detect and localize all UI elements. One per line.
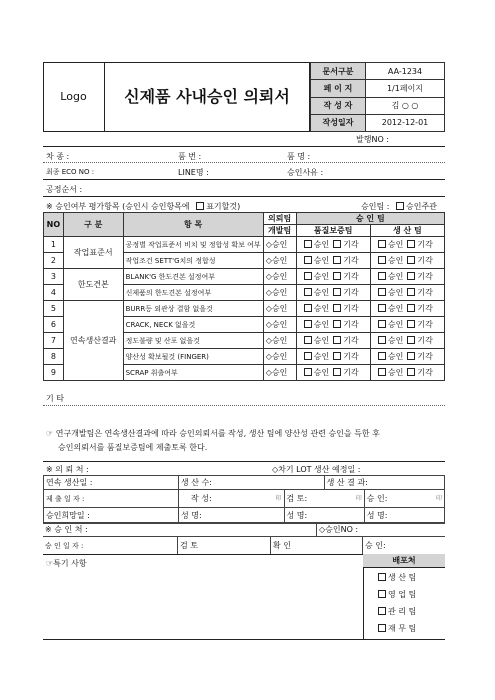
category-cell: 연속생산결과 [63, 301, 123, 381]
reject-label: 기각 [343, 336, 359, 345]
distribution-label: 생 산 팀 [388, 573, 417, 582]
checkbox-icon[interactable] [407, 352, 415, 360]
lot-date-field[interactable]: ◇차기 LOT 생산 예정일 : [272, 465, 361, 474]
issue-no: 발행NO : [356, 135, 389, 144]
checkbox-icon[interactable] [304, 288, 312, 296]
distribution-label: 관 리 팀 [388, 607, 417, 616]
checkbox-icon[interactable] [333, 240, 341, 248]
qa-decision-cell [296, 237, 370, 253]
item-cell: 양산성 확보될것 (FINGER) [123, 349, 263, 365]
item-cell: 정도불량 및 산포 없을것 [123, 333, 263, 349]
page-title: 신제품 사내승인 의뢰서 [105, 62, 310, 132]
item-cell: 작업조건 SETT'G치의 정합성 [123, 253, 263, 269]
approve-label: 승인 [387, 304, 404, 313]
prod-decision-cell [370, 237, 444, 253]
name-field[interactable]: 성 명: [179, 508, 285, 524]
checker-field[interactable] [284, 490, 364, 508]
dev-approve-cell[interactable]: ◇승인 [263, 301, 296, 317]
item-cell: 신제품의 한도견본 설정여부 [123, 285, 263, 301]
stamp-mark: 印 [355, 495, 362, 502]
prod-result-field[interactable]: 생 산 결 과: [324, 476, 444, 490]
eval-note-mark: 표기할것) [206, 202, 241, 211]
prod-decision-cell [370, 285, 444, 301]
divider [43, 179, 445, 180]
distribution-label: 재 무 팀 [388, 624, 417, 633]
checkbox-icon[interactable] [407, 272, 415, 280]
checkbox-icon[interactable] [378, 624, 386, 632]
checkbox-icon[interactable] [333, 352, 341, 360]
approver-label: 승 인: [366, 494, 388, 503]
colon: : [80, 541, 84, 550]
part-no-field[interactable]: 품 번 : [178, 152, 202, 161]
colon: : [81, 494, 85, 503]
reject-label: 기각 [417, 336, 433, 345]
approve-label: 승인 [313, 288, 330, 297]
approve-label: 승인 [387, 336, 404, 345]
part-name-field[interactable]: 품 명 : [287, 152, 311, 161]
checkbox-icon[interactable] [304, 304, 312, 312]
approve-label: 승인 [387, 240, 404, 249]
approve-label: 승인 [313, 336, 330, 345]
checkbox-icon[interactable] [333, 336, 341, 344]
checkbox-icon[interactable] [378, 590, 386, 598]
distribution-list [378, 572, 440, 640]
doc-meta-table [310, 62, 445, 132]
checkbox-icon[interactable] [378, 573, 386, 581]
request-table [43, 475, 445, 524]
prod-decision-cell [370, 333, 444, 349]
approve-label: 승인 [387, 272, 404, 281]
written-date-label: 제 출 일 자 [46, 494, 80, 503]
distribution-item[interactable] [378, 606, 440, 623]
approve-label: 승인 [313, 256, 330, 265]
approve-label: 승인 [313, 272, 330, 281]
row-number: 9 [44, 365, 64, 381]
approve-team-select [361, 201, 437, 212]
col-no: NO [44, 213, 64, 237]
stamp-mark: 印 [275, 495, 282, 502]
category-cell: 작업표준서 [63, 237, 123, 269]
row-number: 4 [44, 285, 64, 301]
meta-value: 2012-12-01 [366, 114, 445, 131]
writer-field[interactable] [179, 490, 285, 508]
meta-value: 김 ○ ○ [366, 97, 445, 114]
approver-field[interactable] [364, 490, 444, 508]
evaluation-table [43, 212, 445, 381]
qa-decision-cell [296, 285, 370, 301]
checkbox-icon[interactable] [304, 320, 312, 328]
col-category: 구 분 [63, 213, 123, 237]
row-number: 3 [44, 269, 64, 285]
reject-label: 기각 [417, 272, 433, 281]
reject-label: 기각 [343, 304, 359, 313]
qa-decision-cell [296, 333, 370, 349]
approve-label: 승인 [313, 304, 330, 313]
row-number: 6 [44, 317, 64, 333]
writer-label: 작 성: [191, 494, 212, 503]
reject-label: 기각 [343, 320, 359, 329]
approve-label: 승인 [313, 352, 330, 361]
approval-confirm-field[interactable]: 확 인 [271, 537, 363, 555]
meta-label: 페 이 지 [311, 80, 366, 97]
approve-label: 승인 [387, 352, 404, 361]
row-number: 2 [44, 253, 64, 269]
meta-value: 1/1페이지 [366, 80, 445, 97]
col-prod: 생 산 팀 [370, 225, 444, 237]
checkbox-icon[interactable] [304, 240, 312, 248]
reject-label: 기각 [417, 256, 433, 265]
approval-reason-field[interactable]: 승인사유 : [287, 168, 324, 177]
checkbox-icon[interactable] [407, 304, 415, 312]
reject-label: 기각 [343, 240, 359, 249]
approval-no-field[interactable]: ◇승인NO : [317, 523, 446, 537]
item-cell: SCRAP 취출여부 [123, 365, 263, 381]
approve-label: 승인 [313, 240, 330, 249]
checkbox-icon[interactable] [407, 320, 415, 328]
line-name-field[interactable]: LINE명 : [178, 168, 209, 177]
approve-label: 승인 [387, 256, 404, 265]
logo: Logo [43, 62, 105, 132]
approve-team-label: 승인팀 : [361, 202, 390, 211]
item-cell: BLANK'G 한도견본 설정여부 [123, 269, 263, 285]
special-label: ☞특기 사항 [46, 559, 87, 568]
qa-decision-cell [296, 301, 370, 317]
checkbox-icon[interactable] [378, 336, 386, 344]
table-row [44, 237, 445, 253]
row-number: 1 [44, 237, 64, 253]
item-cell: CRACK, NECK 없을것 [123, 317, 263, 333]
checkbox-icon[interactable] [378, 256, 386, 264]
name-field[interactable]: 성 명: [364, 508, 444, 524]
checkbox-icon[interactable] [304, 368, 312, 376]
meta-value: AA-1234 [366, 63, 445, 80]
dev-approve-cell[interactable]: ◇승인 [263, 317, 296, 333]
pub-date-field[interactable]: 승인희망일 : [44, 508, 179, 524]
stamp-mark: 印 [435, 495, 442, 502]
qa-decision-cell [296, 365, 370, 381]
row-number: 8 [44, 349, 64, 365]
reject-label: 기각 [343, 256, 359, 265]
prod-qty-field[interactable]: 생 산 수: [179, 476, 325, 490]
dev-approve-cell[interactable]: ◇승인 [263, 285, 296, 301]
checkbox-icon[interactable] [378, 240, 386, 248]
approval-date-label: 승 인 일 자 [45, 541, 79, 550]
name-field[interactable]: 성 명: [284, 508, 364, 524]
checkbox-icon[interactable] [304, 336, 312, 344]
checkbox-icon[interactable] [407, 336, 415, 344]
approval-date-field[interactable] [43, 537, 178, 555]
eval-note-text: ※ 승인여부 평가항목 (승인시 승인항목에 [46, 202, 190, 211]
car-type-field[interactable]: 차 종 : [46, 152, 70, 161]
checkbox-icon[interactable] [378, 607, 386, 615]
reject-label: 기각 [343, 288, 359, 297]
reject-label: 기각 [343, 272, 359, 281]
approve-main-label: 승인주관 [405, 202, 437, 211]
col-qa: 품질보증팀 [296, 225, 370, 237]
reject-label: 기각 [343, 352, 359, 361]
checkbox-icon[interactable] [333, 320, 341, 328]
approve-label: 승인 [313, 368, 330, 377]
dev-approve-cell[interactable]: ◇승인 [263, 269, 296, 285]
prod-decision-cell [370, 349, 444, 365]
reject-label: 기각 [417, 352, 433, 361]
eco-no-field[interactable]: 최종 ECO NO : [46, 168, 95, 176]
divider [43, 405, 445, 406]
col-item: 항 목 [123, 213, 263, 237]
info-box [43, 146, 445, 196]
distribution-title: 배포처 [363, 554, 445, 568]
checkbox-icon[interactable] [378, 304, 386, 312]
checkbox-icon[interactable] [333, 256, 341, 264]
divider [43, 196, 445, 197]
checkbox-icon[interactable] [304, 272, 312, 280]
prod-decision-cell [370, 269, 444, 285]
prod-decision-cell [370, 317, 444, 333]
checker-label: 검 토: [286, 494, 308, 503]
prod-decision-cell [370, 365, 444, 381]
checkbox-icon[interactable] [378, 352, 386, 360]
meta-label: 작 성 자 [311, 97, 366, 114]
written-date-field[interactable] [44, 490, 179, 508]
checkbox-icon[interactable] [304, 256, 312, 264]
approval-approve-field[interactable]: 승 인: [363, 537, 446, 555]
instruction-line-2: 승인의뢰서를 품질보증팀에 제출토록 한다. [58, 443, 208, 452]
col-dev: 개발팀 [263, 225, 296, 237]
distribution-item[interactable] [378, 572, 440, 589]
checkbox-icon[interactable] [333, 272, 341, 280]
checkbox-icon[interactable] [378, 368, 386, 376]
checkbox-icon[interactable] [407, 368, 415, 376]
reject-label: 기각 [343, 368, 359, 377]
table-row [44, 301, 445, 317]
approval-review-field[interactable]: 검 토 [178, 537, 271, 555]
instruction-line-1: ☞ 연구개발팀은 연속생산결과에 따라 승인의뢰서를 작성, 생산 팀에 양산성 관련 승인을 득한 후 [46, 429, 380, 438]
divider [43, 162, 445, 163]
checkbox-icon[interactable] [378, 272, 386, 280]
row-number: 7 [44, 333, 64, 349]
checkbox-icon[interactable] [378, 288, 386, 296]
meta-label: 작성일자 [311, 114, 366, 131]
checkbox-icon[interactable] [396, 202, 404, 210]
checkbox-icon[interactable] [304, 352, 312, 360]
approve-label: 승인 [313, 320, 330, 329]
approve-label: 승인 [387, 368, 404, 377]
other-label: 기 타 [46, 394, 64, 403]
item-cell: BURR등 외관상 결함 없을것 [123, 301, 263, 317]
meta-label: 문서구분 [311, 63, 366, 80]
checkbox-icon[interactable] [378, 320, 386, 328]
distribution-item[interactable] [378, 623, 440, 640]
process-order-field[interactable]: 공정순서 : [46, 185, 83, 194]
approve-label: 승인 [387, 288, 404, 297]
approval-table [43, 522, 445, 555]
distribution-item[interactable] [378, 589, 440, 606]
approval-label: ※ 승 인 처 : [43, 523, 317, 537]
reject-label: 기각 [417, 368, 433, 377]
row-number: 5 [44, 301, 64, 317]
checkbox-icon[interactable] [407, 240, 415, 248]
checkbox-icon[interactable] [196, 202, 204, 210]
checkbox-icon[interactable] [333, 368, 341, 376]
qa-decision-cell [296, 349, 370, 365]
approve-label: 승인 [387, 320, 404, 329]
request-label: ※ 의 뢰 처 : [46, 465, 89, 474]
checkbox-icon[interactable] [407, 288, 415, 296]
checkbox-icon[interactable] [333, 304, 341, 312]
dev-approve-cell[interactable]: ◇승인 [263, 365, 296, 381]
reject-label: 기각 [417, 304, 433, 313]
category-cell: 한도견본 [63, 269, 123, 301]
prod-date-field[interactable]: 연속 생산일 : [44, 476, 179, 490]
qa-decision-cell [296, 317, 370, 333]
reject-label: 기각 [417, 240, 433, 249]
checkbox-icon[interactable] [407, 256, 415, 264]
checkbox-icon[interactable] [333, 288, 341, 296]
eval-note [46, 201, 240, 212]
prod-decision-cell [370, 301, 444, 317]
dev-approve-cell[interactable]: ◇승인 [263, 253, 296, 269]
reject-label: 기각 [417, 288, 433, 297]
dev-approve-cell[interactable]: ◇승인 [263, 333, 296, 349]
item-cell: 공정별 작업표준서 비치 및 정합성 확보 여부 [123, 237, 263, 253]
dev-approve-cell[interactable]: ◇승인 [263, 349, 296, 365]
col-approve-team: 승 인 팀 [296, 213, 444, 225]
reject-label: 기각 [417, 320, 433, 329]
prod-decision-cell [370, 253, 444, 269]
distribution-label: 영 업 팀 [388, 590, 417, 599]
dev-approve-cell[interactable]: ◇승인 [263, 237, 296, 253]
col-request-team: 의뢰팀 [263, 213, 296, 225]
qa-decision-cell [296, 253, 370, 269]
table-row [44, 269, 445, 285]
qa-decision-cell [296, 269, 370, 285]
